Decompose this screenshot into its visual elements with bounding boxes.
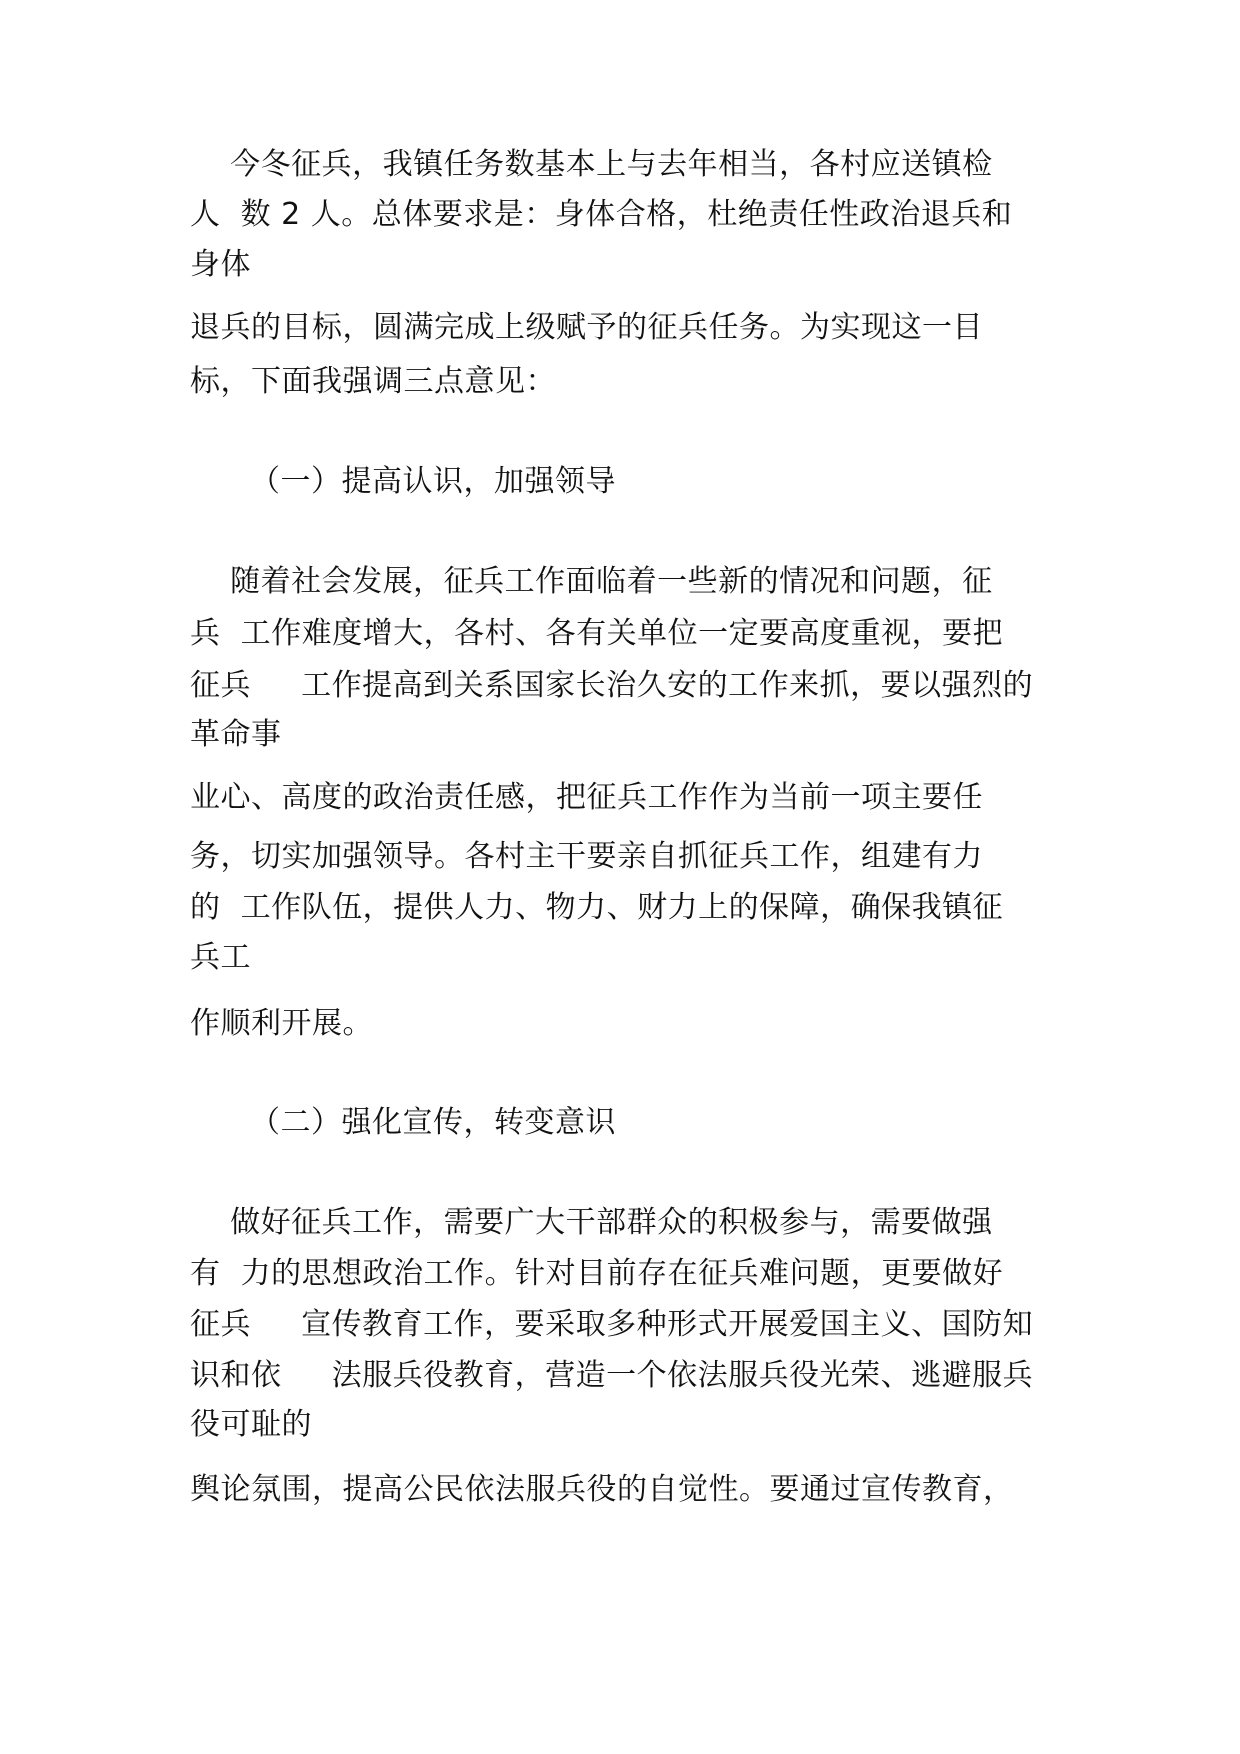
paragraph-1-line-4: 退兵的目标，圆满完成上级赋予的征兵任务。为实现这一目 [190,310,983,345]
paragraph-3-line-2: 有 力的思想政治工作。针对目前存在征兵难问题，更要做好 [190,1256,1004,1291]
paragraph-3-line-1: 做好征兵工作，需要广大干部群众的积极参与，需要做强 [190,1205,993,1240]
paragraph-1-line-1: 今冬征兵，我镇任务数基本上与去年相当，各村应送镇检 [190,147,993,182]
paragraph-3-line-5: 役可耻的 [190,1407,312,1442]
paragraph-3-line-6: 舆论氛围，提高公民依法服兵役的自觉性。要通过宣传教育， [190,1472,1014,1507]
paragraph-3-line-4: 识和依 法服兵役教育，营造一个依法服兵役光荣、逃避服兵 [190,1358,1034,1393]
paragraph-3-line-3: 征兵 宣传教育工作，要采取多种形式开展爱国主义、国防知 [190,1307,1034,1342]
paragraph-2-line-7: 的 工作队伍，提供人力、物力、财力上的保障，确保我镇征 [190,890,1004,925]
paragraph-2-line-1: 随着社会发展，征兵工作面临着一些新的情况和问题，征 [190,564,993,599]
paragraph-1-line-5: 标，下面我强调三点意见： [190,364,556,399]
paragraph-2-line-2: 兵 工作难度增大，各村、各有关单位一定要高度重视，要把 [190,616,1004,651]
paragraph-2-line-6: 务，切实加强领导。各村主干要亲自抓征兵工作，组建有力 [190,839,983,874]
paragraph-2-line-8: 兵工 [190,940,251,975]
paragraph-2-line-9: 作顺利开展。 [190,1006,373,1041]
paragraph-2-line-4: 革命事 [190,717,282,752]
paragraph-2-line-3: 征兵 工作提高到关系国家长治久安的工作来抓，要以强烈的 [190,668,1034,703]
paragraph-1-line-3: 身体 [190,247,251,282]
paragraph-2-line-5: 业心、高度的政治责任感，把征兵工作作为当前一项主要任 [190,780,983,815]
paragraph-1-line-2: 人 数 2 人。总体要求是：身体合格，杜绝责任性政治退兵和 [190,197,1013,232]
section-heading-1: （一）提高认识，加强领导 [250,464,616,499]
section-heading-2: （二）强化宣传，转变意识 [250,1105,616,1140]
